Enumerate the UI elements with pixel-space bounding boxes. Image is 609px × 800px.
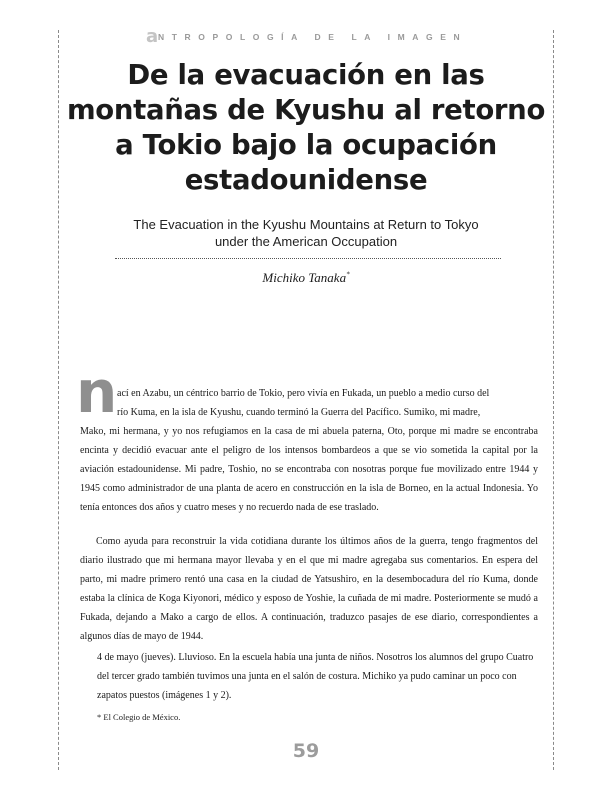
page-number: 59 (292, 740, 320, 762)
footnote: * El Colegio de México. (97, 712, 181, 722)
paragraph-2: Como ayuda para reconstruir la vida cotidiana durante los últimos años de la guerra, tengo fragmentos del diario ilustrado que mi hermana mayor llevaba y en el que mi madre agregaba sus comentarios. En espera del parto, mi madre primero rentó una casa en la ciudad de Yatsushiro, en la desembocadura del río Kuma, donde estaba la clínica de Koga Kiyonori, médico y esposo de Yoshie, la cuñada de mi madre. Posteriormente se mudó a Fukada, dejando a Mako a cargo de ellos. A continuación, traduzco pasajes de ese diario, correspondientes a algunos días de mayo de 1944. (80, 536, 538, 642)
subtitle-line-2: under the American Occupation (214, 234, 398, 249)
left-margin-rule (58, 30, 59, 770)
drop-cap-letter: n (76, 358, 118, 426)
article-subtitle (62, 216, 550, 250)
subtitle-line-1: The Evacuation in the Kyushu Mountains at Return to Tokyo (133, 217, 479, 232)
paragraph-1 (80, 384, 538, 517)
article-title: De la evacuación en las montañas de Kyushu al retorno a Tokio bajo la ocupación estadounidense (66, 59, 546, 196)
section-initial: a (146, 26, 159, 47)
author-name: Michiko Tanaka (262, 270, 347, 285)
paragraph-1-line-2: río Kuma, en la isla de Kyushu, cuando terminó la Guerra del Pacífico. Sumiko, mi madre, (117, 407, 481, 418)
paragraph-1-line-1: ací en Azabu, un céntrico barrio de Tokio, pero vivía en Fukada, un pueblo a medio curso del (117, 388, 490, 399)
right-margin-rule (553, 30, 554, 770)
paragraph-1-rest: Mako, mi hermana, y yo nos refugiamos en la casa de mi abuela paterna, Oto, porque mi madre se encontraba encinta y decidió evacuar ante el peligro de los intensos bombardeos a que se vio sometida la capital por la aviación estadounidense. Mi padre, Toshio, no se encontraba con nosotras porque fue movilizado entre 1944 y 1945 como administrador de una planta de acero en construcción en la isla de Borneo, en la actual Indonesia. Yo tenía entonces dos años y cuatro meses y no recuerdo nada de ese traslado. (80, 426, 538, 513)
author-footnote-mark: * (346, 270, 350, 279)
author-byline (62, 270, 550, 286)
diary-entry: 4 de mayo (jueves). Lluvioso. En la escuela había una junta de niños. Nosotros los alumnos del grupo Cuatro del tercer grado también tuvimos una junta en el salón de costura. Michiko ya pudo caminar un poco con zapatos puestos (imágenes 1 y 2). (97, 652, 534, 701)
dotted-separator (115, 258, 501, 259)
section-header: NTROPOLOGÍA DE LA IMAGEN (158, 32, 468, 42)
